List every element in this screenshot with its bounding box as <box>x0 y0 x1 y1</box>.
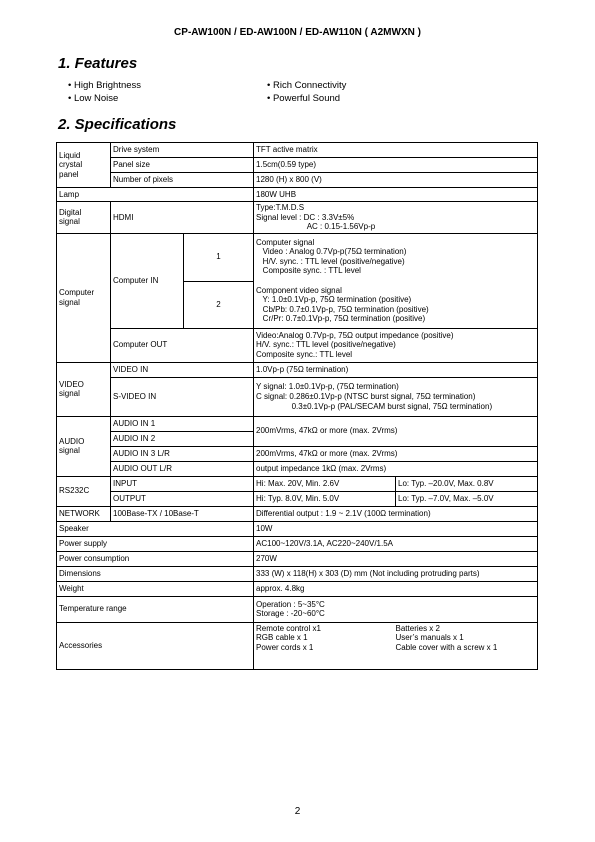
spec-value: Differential output : 1.9 ~ 2.1V (100Ω termination) <box>254 506 538 521</box>
table-row <box>57 202 538 234</box>
spec-value: Type:T.M.D.S Signal level : DC : 3.3V±5% AC : 0.15-1.56Vp-p <box>254 202 538 234</box>
table-row <box>57 536 538 551</box>
spec-name: AUDIO IN 2 <box>111 431 254 446</box>
spec-name: AUDIO IN 1 <box>111 416 254 431</box>
spec-name: VIDEO IN <box>111 362 254 377</box>
row-label: AUDIO signal <box>57 416 111 476</box>
feature-item: • Rich Connectivity <box>267 80 346 93</box>
spec-name: Computer IN <box>111 233 184 328</box>
table-row <box>57 476 538 491</box>
table-row <box>57 491 538 506</box>
row-label: Digital signal <box>57 202 111 234</box>
row-label: Lamp <box>57 188 254 202</box>
spec-value: 270W <box>254 551 538 566</box>
spec-value: Lo: Typ. –20.0V, Max. 0.8V <box>396 476 538 491</box>
spec-value: 200mVrms, 47kΩ or more (max. 2Vrms) <box>254 416 538 446</box>
row-label: Computer signal <box>57 233 111 362</box>
port-number: 1 <box>184 233 254 281</box>
accessories-right: Batteries x 2 User’s manuals x 1 Cable cover with a screw x 1 <box>395 623 498 652</box>
table-row <box>57 566 538 581</box>
row-label: Liquid crystal panel <box>57 143 111 188</box>
spec-name: Number of pixels <box>111 173 254 188</box>
spec-name: OUTPUT <box>111 491 254 506</box>
table-row <box>57 596 538 622</box>
spec-value: 200mVrms, 47kΩ or more (max. 2Vrms) <box>254 446 538 461</box>
table-row <box>57 173 538 188</box>
table-row <box>57 416 538 431</box>
specifications-table <box>56 142 538 670</box>
features-list-right <box>267 80 346 105</box>
spec-name: Drive system <box>111 143 254 158</box>
table-row <box>57 233 538 281</box>
spec-value: Y signal: 1.0±0.1Vp-p, (75Ω termination) C signal: 0.286±0.1Vp-p (NTSC burst signal, 75Ω termination) 0.3±0.1Vp-p (PAL/SECAM burst signal, 75Ω termination) <box>254 377 538 416</box>
row-label: Power consumption <box>57 551 254 566</box>
table-row <box>57 551 538 566</box>
features-list-left <box>68 80 141 105</box>
spec-value: 10W <box>254 521 538 536</box>
table-row <box>57 461 538 476</box>
spec-value: Video:Analog 0.7Vp-p, 75Ω output impedance (positive) H/V. sync.: TTL level (positive/negative) Composite sync.: TTL level <box>254 328 538 362</box>
spec-value: Hi: Max. 20V, Min. 2.6V <box>254 476 396 491</box>
row-label: Power supply <box>57 536 254 551</box>
spec-value: 1280 (H) x 800 (V) <box>254 173 538 188</box>
table-row <box>57 446 538 461</box>
spec-value: Hi: Typ. 8.0V, Min. 5.0V <box>254 491 396 506</box>
row-label: Temperature range <box>57 596 254 622</box>
table-row <box>57 158 538 173</box>
feature-item: • High Brightness <box>68 80 141 93</box>
table-row <box>57 581 538 596</box>
spec-value: 1.0Vp-p (75Ω termination) <box>254 362 538 377</box>
row-label: RS232C <box>57 476 111 506</box>
row-label: Speaker <box>57 521 254 536</box>
table-row <box>57 362 538 377</box>
table-row <box>57 622 538 669</box>
feature-item: • Low Noise <box>68 93 141 106</box>
table-row <box>57 506 538 521</box>
row-label: Weight <box>57 581 254 596</box>
port-number: 2 <box>184 281 254 328</box>
spec-name: AUDIO OUT L/R <box>111 461 254 476</box>
spec-name: INPUT <box>111 476 254 491</box>
spec-name: Computer OUT <box>111 328 254 362</box>
spec-value: approx. 4.8kg <box>254 581 538 596</box>
table-row <box>57 377 538 416</box>
row-label: VIDEO signal <box>57 362 111 416</box>
spec-name: S-VIDEO IN <box>111 377 254 416</box>
features-heading: 1. Features <box>58 55 138 72</box>
feature-item: • Powerful Sound <box>267 93 346 106</box>
table-row <box>57 143 538 158</box>
spec-name: AUDIO IN 3 L/R <box>111 446 254 461</box>
spec-value: Operation : 5~35°C Storage : -20~60°C <box>254 596 538 622</box>
spec-name: HDMI <box>111 202 254 234</box>
accessories-left: Remote control x1 RGB cable x 1 Power cords x 1 <box>256 623 321 652</box>
spec-value: 1.5cm(0.59 type) <box>254 158 538 173</box>
spec-value: 180W UHB <box>254 188 538 202</box>
row-label: NETWORK <box>57 506 111 521</box>
spec-value: 333 (W) x 118(H) x 303 (D) mm (Not including protruding parts) <box>254 566 538 581</box>
spec-value: Lo: Typ. –7.0V, Max. –5.0V <box>396 491 538 506</box>
spec-name: Panel size <box>111 158 254 173</box>
spec-value: Computer signal Video : Analog 0.7Vp-p(75Ω termination) H/V. sync. : TTL level (positive/negative) Composite sync. : TTL level Component video signal Y: 1.0±0.1Vp-p, 75Ω termination (positive) Cb/Pb: 0.7±0.1Vp-p, 75Ω termination (positive) Cr/Pr: 0.7±0.1Vp-p, 75Ω termination (positive) <box>254 233 538 328</box>
accessories-cell <box>254 622 538 669</box>
document-header: CP-AW100N / ED-AW100N / ED-AW110N ( A2MWXN ) <box>174 27 421 38</box>
row-label: Accessories <box>57 622 254 669</box>
table-row <box>57 521 538 536</box>
row-label: Dimensions <box>57 566 254 581</box>
spec-value: TFT active matrix <box>254 143 538 158</box>
spec-value: output impedance 1kΩ (max. 2Vrms) <box>254 461 538 476</box>
specifications-heading: 2. Specifications <box>58 116 177 133</box>
spec-name: 100Base-TX / 10Base-T <box>111 506 254 521</box>
table-row <box>57 328 538 362</box>
table-row <box>57 188 538 202</box>
spec-value: AC100~120V/3.1A, AC220~240V/1.5A <box>254 536 538 551</box>
page-number: 2 <box>294 806 301 817</box>
